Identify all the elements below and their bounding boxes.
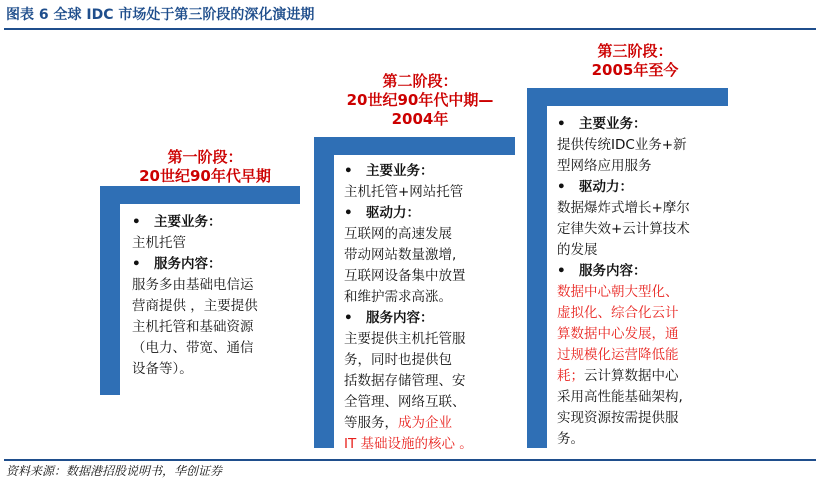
stage-3-title-line2: 2005年至今 <box>591 61 679 79</box>
stage-2-service-line: 括数据存储管理、安 <box>344 373 466 389</box>
bullet: • <box>132 256 141 272</box>
bullet: • <box>344 163 353 179</box>
stage-3-service-line: 采用高性能基础架构, <box>557 389 683 405</box>
stage-3-service-line: 实现资源按需提供服 <box>557 410 679 426</box>
stage-2-title <box>325 72 515 129</box>
stage-2-title-line2: 20世纪90年代中期— <box>346 91 494 109</box>
stage-3-main-label: 主要业务： <box>579 116 647 132</box>
stage-3-driver-line: 的发展 <box>557 242 598 258</box>
bullet: • <box>557 116 566 132</box>
stage-3-service-red-line: 虚拟化、综合化云计 <box>557 305 679 321</box>
stage-1-service-label: 服务内容： <box>154 256 222 272</box>
stage-2-driver-line: 互联网设备集中放置 <box>344 268 466 284</box>
stage-3-title-line1: 第三阶段： <box>597 42 673 60</box>
stage-2-driver-line: 带动网站数量激增, <box>344 247 457 263</box>
stage-2-service-last-line <box>344 413 516 434</box>
stage-2-service-red-line: IT 基础设施的核心 。 <box>344 436 473 452</box>
stage-2-service-last-red: 成为企业 <box>398 415 452 431</box>
stage-3-service-mixed-line <box>557 366 737 387</box>
stage-2-service-line: 务，同时也提供包 <box>344 352 452 368</box>
bullet: • <box>557 179 566 195</box>
stage-1-service-line: （电力、带宽、通信 <box>132 340 254 356</box>
stage-1-content <box>132 212 302 380</box>
stage-2-driver-label: 驱动力： <box>366 205 420 221</box>
stage-2-service-label: 服务内容： <box>366 310 434 326</box>
bullet: • <box>132 214 141 230</box>
stage-3-service-line: 务。 <box>557 431 584 447</box>
stage-1-service-line: 服务多由基础电信运 <box>132 277 254 293</box>
stage-2-driver-line: 和维护需求高涨。 <box>344 289 452 305</box>
stage-2-content <box>344 161 516 455</box>
bullet: • <box>557 263 566 279</box>
stage-1-service-line: 营商提供 ，主要提供 <box>132 298 258 314</box>
stage-1-title-line1: 第一阶段： <box>167 148 243 166</box>
stage-3-content <box>557 114 737 450</box>
stage-1-main-label: 主要业务： <box>154 214 222 230</box>
stage-2-driver-line: 互联网的高速发展 <box>344 226 452 242</box>
stage-3-service-red-line: 数据中心朝大型化、 <box>557 284 679 300</box>
stage-3-service-mixed-plain: 云计算数据中心 <box>584 368 679 384</box>
stage-3-driver-label: 驱动力： <box>579 179 633 195</box>
stage-3-service-label: 服务内容： <box>579 263 647 279</box>
bullet: • <box>344 205 353 221</box>
stage-3-main-line: 型网络应用服务 <box>557 158 652 174</box>
stage-3-title <box>540 42 730 80</box>
stage-3-main-line: 提供传统IDC业务+新 <box>557 137 687 153</box>
stage-2-service-last-plain: 等服务， <box>344 415 398 431</box>
stage-3-service-mixed-red: 耗； <box>557 368 584 384</box>
stage-3-service-red-line: 算数据中心发展，通 <box>557 326 679 342</box>
figure-title: 图表 6 全球 IDC 市场处于第三阶段的深化演进期 <box>6 7 315 23</box>
stage-1-main-text: 主机托管 <box>132 235 186 251</box>
stage-1-title <box>120 148 290 186</box>
bullet: • <box>344 310 353 326</box>
stage-2-service-line: 全管理、网络互联、 <box>344 394 466 410</box>
stage-2-title-line3: 2004年 <box>391 110 449 128</box>
bottom-rule <box>4 459 816 461</box>
stage-3-service-red-line: 过规模化运营降低能 <box>557 347 679 363</box>
stage-2-title-line1: 第二阶段： <box>382 72 458 90</box>
stage-2-service-line: 主要提供主机托管服 <box>344 331 466 347</box>
stage-1-title-line2: 20世纪90年代早期 <box>139 167 271 185</box>
stage-1-service-line: 主机托管和基础资源 <box>132 319 254 335</box>
stage-2-main-label: 主要业务： <box>366 163 434 179</box>
source-note: 资料来源：数据港招股说明书，华创证券 <box>6 464 223 478</box>
stage-1-service-line: 设备等）。 <box>132 361 193 377</box>
stage-2-main-text: 主机托管+网站托管 <box>344 184 464 200</box>
stage-3-driver-line: 定律失效+云计算技术 <box>557 221 690 237</box>
stage-3-driver-line: 数据爆炸式增长+摩尔 <box>557 200 690 216</box>
